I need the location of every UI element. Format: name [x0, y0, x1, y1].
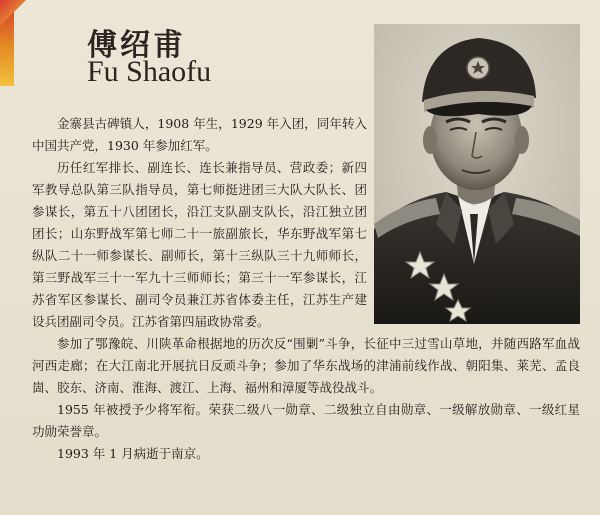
- name-english: Fu Shaofu: [87, 55, 212, 88]
- bio-paragraph: 1993 年 1 月病逝于南京。: [57, 446, 209, 461]
- name-chinese: 傅绍甫: [87, 28, 186, 63]
- biography: [32, 113, 580, 465]
- bio-paragraph: 参加了鄂豫皖、川陕革命根据地的历次反“围剿”斗争，长征中三过雪山草地，并随西路军血战河西走廊；在大江南北开展抗日反顽斗争；参加了华东战场的津浦前线作战、朝阳集、莱芜、孟良崮、胶东、济南、淮海、渡江、上海、福州和漳厦等战役战斗。: [32, 336, 580, 395]
- bio-paragraph: 历任红军排长、副连长、连长兼指导员、营政委；新四军教导总队第三队指导员，第七师挺进团三大队大队长、团参谋长，第五十八团团长，沿江支队副支队长，沿江独立团团长；山东野战军第七师二十一旅副旅长，华东野战军第七纵队二十一师参谋长、副师长，第十三纵队三十九师师长，第三野战军三十一军九十三师师长；第三十一军参谋长，江苏省军区参谋长、副司令员兼江苏省体委主任，江苏生产建设兵团副司令员。江苏省第四届政协常委。: [32, 160, 367, 329]
- bio-paragraph: 1955 年被授予少将军衔。荣获二级八一勋章、二级独立自由勋章、一级解放勋章、一级红星功勋荣誉章。: [32, 402, 580, 439]
- bio-paragraph: 金寨县古碑镇人，1908 年生，1929 年入团，同年转入中国共产党，1930 年参加红军。: [32, 116, 367, 153]
